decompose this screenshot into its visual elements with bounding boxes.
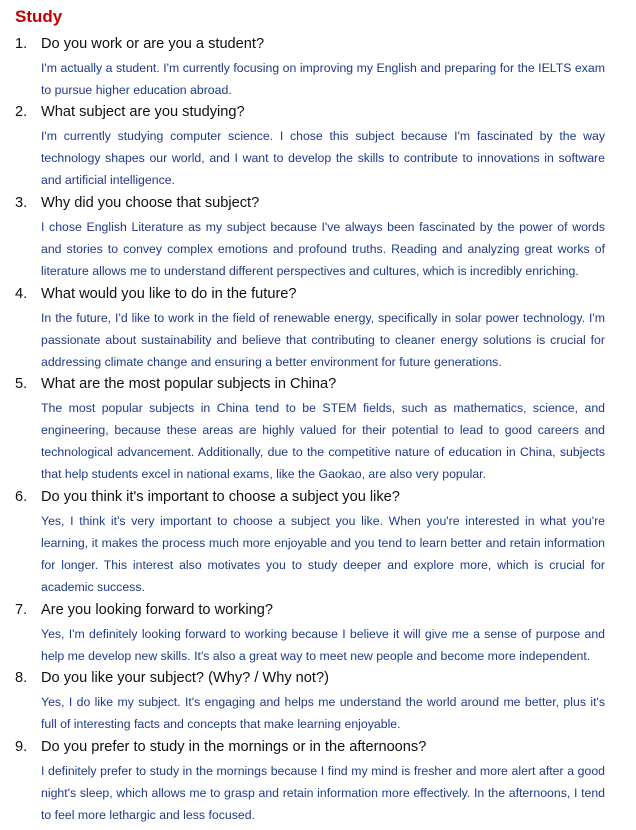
qa-item-3 xyxy=(0,192,636,282)
question-text: Why did you choose that subject? xyxy=(41,195,260,211)
question-line xyxy=(0,101,636,123)
answer-text: I'm actually a student. I'm currently focusing on improving my English and preparing for the IELTS exam to pursue higher education abroad. xyxy=(41,61,605,97)
question-number: 8. xyxy=(15,670,28,686)
answer-text: I definitely prefer to study in the mornings because I find my mind is fresher and more alert after a good night's sleep, which allows me to grasp and retain information more effectively. In the afternoons, I tend to feel more lethargic and less focused. xyxy=(41,764,605,822)
question-number: 5. xyxy=(15,376,28,392)
qa-item-6 xyxy=(0,486,636,598)
question-text: What are the most popular subjects in China? xyxy=(41,376,337,392)
answer-text: I'm currently studying computer science. I chose this subject because I'm fascinated by the way technology shapes our world, and I want to develop the skills to contribute to innovations in software and artificial intelligence. xyxy=(41,129,605,187)
question-line xyxy=(0,736,636,758)
question-number: 3. xyxy=(15,195,28,211)
question-line xyxy=(0,192,636,214)
question-line xyxy=(0,283,636,305)
answer-text: The most popular subjects in China tend to be STEM fields, such as mathematics, science, and engineering, because these areas are highly valued for their potential to lead to good careers and technological advancement. Additionally, due to the competitive nature of education in China, subjects that help students excel in national exams, like the Gaokao, are also very popular. xyxy=(41,401,605,481)
question-text: Do you work or are you a student? xyxy=(41,36,265,52)
answer-text: Yes, I do like my subject. It's engaging and helps me understand the world around me better, plus it's full of interesting facts and concepts that make learning enjoyable. xyxy=(41,695,605,731)
question-number: 9. xyxy=(15,739,28,755)
qa-item-2 xyxy=(0,101,636,191)
qa-item-8 xyxy=(0,667,636,735)
answer-text: Yes, I think it's very important to choose a subject you like. When you're interested in what you're learning, it makes the process much more enjoyable and you tend to learn better and retain information for longer. This interest also motivates you to study deeper and explore more, which is crucial for academic success. xyxy=(41,514,605,594)
question-number: 2. xyxy=(15,104,28,120)
qa-item-7 xyxy=(0,599,636,667)
question-line xyxy=(0,486,636,508)
question-line xyxy=(0,599,636,621)
question-number: 6. xyxy=(15,489,28,505)
question-line xyxy=(0,33,636,55)
question-line xyxy=(0,373,636,395)
qa-item-5 xyxy=(0,373,636,485)
answer-text: In the future, I'd like to work in the field of renewable energy, specifically in solar power technology. I'm passionate about sustainability and believe that contributing to cleaner energy solutions is crucial for addressing climate change and ensuring a better environment for future generations. xyxy=(41,311,605,369)
qa-item-9 xyxy=(0,736,636,826)
question-text: Do you like your subject? (Why? / Why not?) xyxy=(41,670,329,686)
question-number: 4. xyxy=(15,286,28,302)
answer-text: I chose English Literature as my subject because I've always been fascinated by the power of words and stories to convey complex emotions and profound truths. Reading and analyzing great works of literature allows me to understand different perspectives and cultures, which is incredibly enriching. xyxy=(41,220,605,278)
answer-text: Yes, I'm definitely looking forward to working because I believe it will give me a sense of purpose and help me develop new skills. It's also a great way to meet new people and become more independent. xyxy=(41,627,605,663)
question-text: What subject are you studying? xyxy=(41,104,245,120)
section-title: Study xyxy=(15,7,63,26)
qa-item-1 xyxy=(0,33,636,101)
question-text: What would you like to do in the future? xyxy=(41,286,297,302)
question-line xyxy=(0,667,636,689)
question-text: Are you looking forward to working? xyxy=(41,602,273,618)
question-text: Do you think it's important to choose a subject you like? xyxy=(41,489,400,505)
qa-item-4 xyxy=(0,283,636,373)
question-text: Do you prefer to study in the mornings or in the afternoons? xyxy=(41,739,427,755)
question-number: 7. xyxy=(15,602,28,618)
question-number: 1. xyxy=(15,36,28,52)
